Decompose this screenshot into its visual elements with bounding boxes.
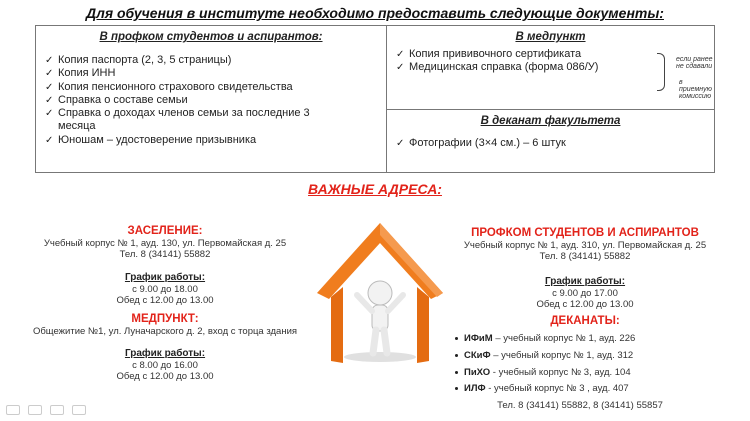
schedule-hours: с 9.00 до 17.00: [552, 287, 618, 299]
checkmark-icon: ✓: [45, 134, 54, 146]
list-item: ✓ Медицинская справка (форма 086/У): [396, 61, 599, 74]
list-item: ✓ Копия ИНН: [45, 67, 116, 80]
dekanaty-block: [430, 316, 740, 328]
medpunkt-note: в приемную комиссию: [679, 79, 712, 100]
dekanaty-phones: Тел. 8 (34141) 55882, 8 (34141) 55857: [497, 400, 663, 411]
profkom-title: ПРОФКОМ СТУДЕНТОВ И АСПИРАНТОВ: [471, 227, 699, 239]
bullet-icon: [455, 337, 458, 340]
profkom-phone: Тел. 8 (34141) 55882: [539, 251, 631, 262]
profkom-schedule: [430, 276, 740, 311]
checkmark-icon: ✓: [396, 138, 405, 149]
profkom-cell: [36, 26, 387, 172]
list-item: ✓ Копия пенсионного страхового свидетельства: [45, 80, 293, 93]
medpunkt-note: если ранее не сдавали: [676, 56, 713, 70]
medpunkt-schedule: [0, 348, 330, 383]
profkom-address: Учебный корпус № 1, ауд. 310, ул. Первомайская д. 25: [463, 239, 707, 251]
schedule-hours: с 8.00 до 16.00: [132, 359, 198, 371]
person-figure: [357, 281, 403, 353]
schedule-lunch: Обед с 12.00 до 13.00: [536, 299, 634, 310]
list-item: ИЛФ - учебный корпус № 3 , ауд. 407: [455, 383, 715, 394]
slide-controls[interactable]: [6, 405, 86, 415]
medpunkt-title: МЕДПУНКТ:: [131, 313, 199, 325]
dekanat-list: [393, 137, 714, 150]
next-icon[interactable]: [72, 405, 86, 415]
addresses-title: ВАЖНЫЕ АДРЕСА:: [308, 181, 442, 197]
schedule-title: График работы:: [124, 348, 206, 359]
list-item: ✓ Справка о доходах членов семьи за последние 3 месяца: [45, 107, 310, 133]
medpunkt-address: Общежитие №1, ул. Луначарского д. 2, вход с торца здания: [32, 325, 298, 337]
checkmark-icon: ✓: [396, 62, 405, 74]
dekanaty-title: ДЕКАНАТЫ:: [550, 315, 620, 327]
menu-icon[interactable]: [50, 405, 64, 415]
zaselenie-title: ЗАСЕЛЕНИЕ:: [127, 225, 203, 237]
dekanat-cell: [387, 110, 714, 172]
bullet-icon: [455, 387, 458, 390]
page-title: Для обучения в институте необходимо предоставить следующие документы:: [86, 5, 664, 21]
list-item: ПиХО - учебный корпус № 3, ауд. 104: [455, 367, 715, 378]
schedule-title: График работы:: [544, 276, 626, 287]
medpunkt-list: [393, 48, 714, 75]
bullet-icon: [455, 371, 458, 374]
checkmark-icon: ✓: [396, 49, 405, 60]
profkom-list: [42, 54, 386, 147]
list-item: ✓ Фотографии (3×4 см.) – 6 штук: [396, 137, 566, 149]
house-illustration: [315, 215, 445, 365]
zaselenie-schedule: [0, 272, 330, 307]
list-item: ИФиМ – учебный корпус № 1, ауд. 226: [455, 333, 715, 344]
schedule-hours: с 9.00 до 18.00: [132, 283, 198, 295]
schedule-title: График работы:: [124, 272, 206, 283]
dekanat-header: В деканат факультета: [480, 115, 621, 127]
bullet-icon: [455, 354, 458, 357]
brace-icon: [657, 53, 665, 91]
checkmark-icon: ✓: [45, 81, 54, 93]
pen-icon[interactable]: [28, 405, 42, 415]
medpunkt-address-block: [0, 314, 330, 337]
checkmark-icon: ✓: [45, 68, 54, 80]
schedule-lunch: Обед с 12.00 до 13.00: [116, 371, 214, 382]
profkom-header: В профком студентов и аспирантов:: [99, 31, 323, 43]
house-wall-right: [417, 287, 429, 363]
zaselenie-address: Учебный корпус № 1, ауд. 130, ул. Первомайская д. 25: [43, 237, 287, 249]
medpunkt-cell: [387, 26, 714, 110]
zaselenie-phone: Тел. 8 (34141) 55882: [119, 249, 211, 260]
zaselenie-block: [0, 226, 330, 261]
list-item: ✓ Копия паспорта (2, 3, 5 страницы): [45, 54, 232, 66]
list-item: ✓ Юношам – удостоверение призывника: [45, 133, 257, 146]
documents-table: [35, 25, 715, 173]
schedule-lunch: Обед с 12.00 до 13.00: [116, 295, 214, 306]
list-item: ✓ Копия прививочного сертификата: [396, 48, 582, 60]
medpunkt-header: В медпункт: [515, 31, 586, 43]
list-item: ✓ Справка о составе семьи: [45, 93, 188, 106]
house-wall-left: [331, 287, 343, 363]
checkmark-icon: ✓: [45, 55, 54, 66]
checkmark-icon: ✓: [45, 108, 54, 120]
prev-icon[interactable]: [6, 405, 20, 415]
profkom-address-block: [430, 228, 740, 263]
checkmark-icon: ✓: [45, 94, 54, 106]
list-item: СКиФ – учебный корпус № 1, ауд. 312: [455, 350, 715, 361]
